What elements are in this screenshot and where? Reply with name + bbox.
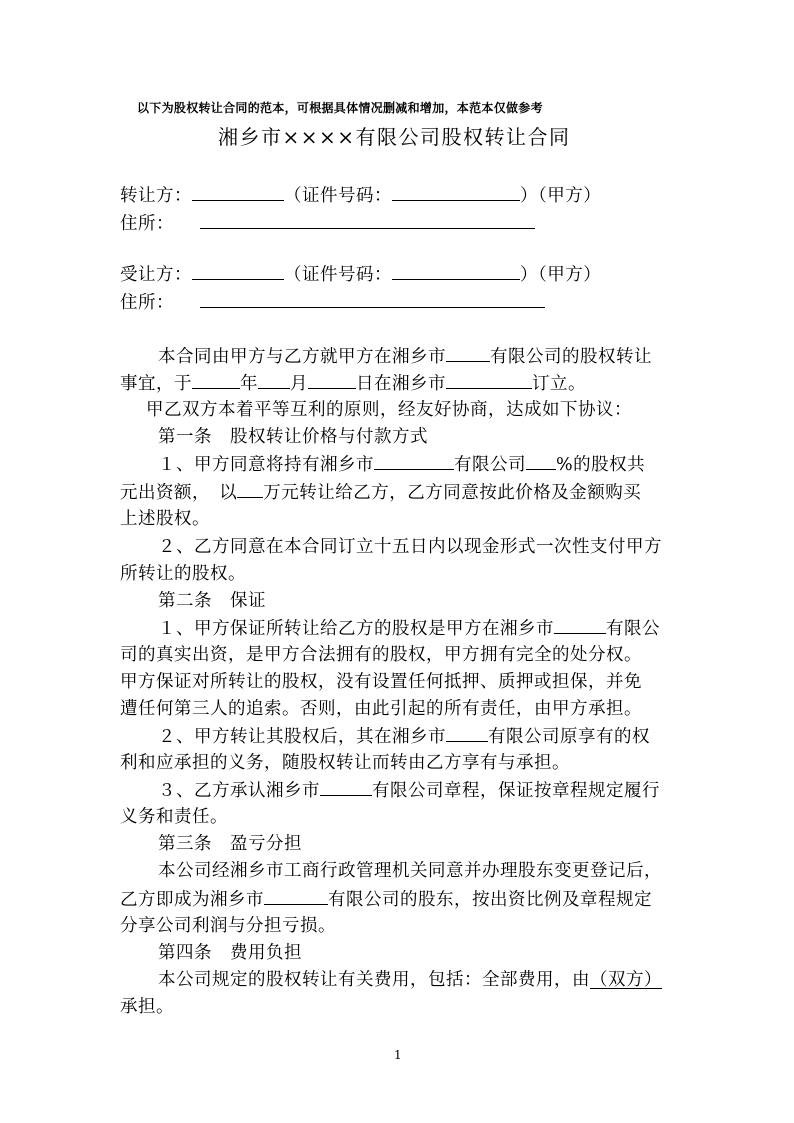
place-blank[interactable] <box>446 372 532 389</box>
transferee-line: 受让方： （证件号码： ）（甲方） <box>120 265 602 285</box>
paragraph-line: 甲方保证对所转让的股权，没有设置任何抵押、质押或担保，并免 <box>120 672 642 692</box>
transferor-id-blank[interactable] <box>392 184 520 201</box>
paragraph-line: １、甲方保证所转让给乙方的股权是甲方在湘乡市 有限公 <box>158 619 660 639</box>
paragraph-line: 本合同由甲方与乙方就甲方在湘乡市 有限公司的股权转让 <box>158 347 652 367</box>
paragraph-line: １、甲方同意将持有湘乡市 有限公司 %的股权共 <box>158 455 646 475</box>
article-heading: 第一条 股权转让价格与付款方式 <box>158 427 428 447</box>
paragraph-line: 遭任何第三人的追索。否则，由此引起的所有责任，由甲方承担。 <box>120 699 642 719</box>
transferee-name-blank[interactable] <box>192 263 284 280</box>
transferor-line: 转让方： （证件号码： ）（甲方） <box>120 186 602 206</box>
year-blank[interactable] <box>192 372 240 389</box>
transferor-address-blank[interactable] <box>200 212 535 229</box>
paragraph-line: 利和应承担的义务，随股权转让而转由乙方享有与承担。 <box>120 753 570 773</box>
blank[interactable] <box>446 725 488 742</box>
paragraph-line: 本公司规定的股权转让有关费用，包括：全部费用，由（双方） <box>158 970 662 990</box>
transferee-address-line: 住所： <box>120 291 545 314</box>
article-heading: 第三条 盈亏分担 <box>158 834 302 854</box>
article-heading: 第二条 保证 <box>158 591 266 611</box>
blank[interactable] <box>320 779 372 796</box>
paragraph-line: 司的真实出资，是甲方合法拥有的股权，甲方拥有完全的处分权。 <box>120 645 642 665</box>
blank[interactable] <box>554 617 606 634</box>
page-number: 1 <box>394 1048 403 1062</box>
transferee-address-blank[interactable] <box>200 291 545 308</box>
paragraph-line: 上述股权。 <box>120 509 210 529</box>
paragraph-line: 乙方即成为湘乡市 有限公司的股东，按出资比例及章程规定 <box>120 890 652 910</box>
transferor-name-blank[interactable] <box>192 184 284 201</box>
transferor-address-line: 住所： <box>120 212 535 235</box>
paragraph-line: 元出资额， 以 万元转让给乙方，乙方同意按此价格及金额购买 <box>120 483 642 503</box>
paragraph-line: ２、甲方转让其股权后，其在湘乡市 有限公司原享有的权 <box>158 727 650 747</box>
paragraph-line: 义务和责任。 <box>120 807 228 827</box>
paragraph-line: 所转让的股权。 <box>120 564 246 584</box>
article-heading: 第四条 费用负担 <box>158 943 302 963</box>
day-blank[interactable] <box>308 372 356 389</box>
amount-blank[interactable] <box>237 481 263 498</box>
percent-blank[interactable] <box>526 453 556 470</box>
template-note: 以下为股权转让合同的范本，可根据具体情况删减和增加，本范本仅做参考 <box>137 101 543 115</box>
paragraph-line: 事宜，于 年 月 日在湘乡市 订立。 <box>120 374 586 394</box>
blank[interactable] <box>446 345 490 362</box>
paragraph-line: 本公司经湘乡市工商行政管理机关同意并办理股东变更登记后， <box>158 861 662 881</box>
page-title: 湘乡市××××有限公司股权转让合同 <box>218 125 571 149</box>
paragraph-line: ２、乙方同意在本合同订立十五日内以现金形式一次性支付甲方 <box>158 537 662 557</box>
transferee-id-blank[interactable] <box>392 263 520 280</box>
blank[interactable] <box>374 453 454 470</box>
paragraph-line: ３、乙方承认湘乡市 有限公司章程，保证按章程规定履行 <box>158 781 660 801</box>
cost-bearer: （双方） <box>590 970 662 990</box>
paragraph-line: 分享公司利润与分担亏损。 <box>120 916 336 936</box>
paragraph-line: 承担。 <box>120 997 174 1017</box>
paragraph-line: 甲乙双方本着平等互利的原则，经友好协商，达成如下协议： <box>146 400 632 420</box>
blank[interactable] <box>264 888 328 905</box>
month-blank[interactable] <box>258 372 290 389</box>
